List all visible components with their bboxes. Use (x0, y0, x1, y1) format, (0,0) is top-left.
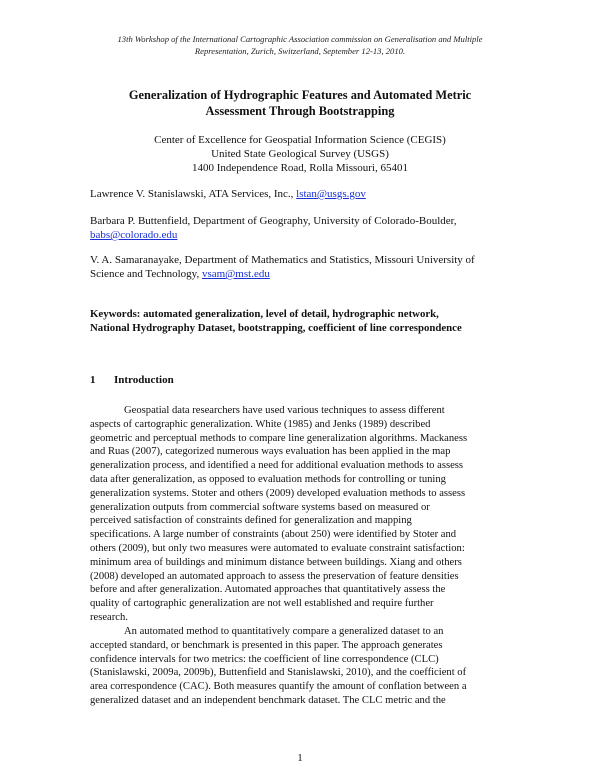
page-number: 1 (297, 752, 303, 764)
paragraph-1-line: others (2009), but only two measures were automated to evaluate constraint satisfaction: (90, 542, 465, 554)
paragraph-1-line: data after generalization, as opposed to evaluation methods for controlling or tuning (90, 473, 446, 485)
section-title: Introduction (114, 374, 174, 386)
paragraph-1-line: generalization process, and identified a need for additional evaluation methods to assess (90, 460, 464, 472)
paragraph-1-line: perceived satisfaction of constraints defined for generalization and mapping (90, 515, 412, 527)
author-2 (90, 214, 510, 242)
author-2-name: Barbara P. Buttenfield, Department of Geography, University of Colorado-Boulder, (90, 215, 457, 227)
paragraph-1-line: quality of cartographic generalization are not well established and require further (90, 598, 434, 610)
paragraph-2-line: accepted standard, or benchmark is presented in this paper. The approach generates (90, 639, 443, 651)
paragraph-1-line: generalization systems. Stoter and others (2009) developed evaluation methods to assess (90, 487, 466, 499)
paragraph-1-line: geometric and perceptual methods to compare line generalization algorithms. Mackaness (90, 432, 468, 444)
paper-title (70, 87, 530, 119)
affiliation-line-2: United State Geological Survey (USGS) (211, 148, 389, 160)
paragraph-1-line: minimum area of buildings and minimum distance between buildings. Xiang and others (90, 556, 462, 568)
affiliation-line-3: 1400 Independence Road, Rolla Missouri, 65401 (192, 162, 408, 174)
paragraph-1-line: specifications. A large number of constraints (about 250) were identified by Stoter and (90, 529, 457, 541)
section-number: 1 (90, 374, 96, 386)
author-3-name-line-1: V. A. Samaranayake, Department of Mathematics and Statistics, Missouri University of (90, 254, 475, 266)
paper-title-line-1: Generalization of Hydrographic Features and Automated Metric (128, 88, 472, 102)
author-1-name: Lawrence V. Stanislawski, ATA Services, Inc., (90, 188, 297, 200)
paragraph-2 (90, 625, 510, 708)
paragraph-1-line: before and after generalization. Automated approaches that quantitatively assess the (90, 584, 446, 596)
author-1 (90, 187, 510, 201)
author-3-email-link[interactable]: vsam@mst.edu (201, 268, 270, 280)
running-header (76, 33, 524, 57)
paragraph-1-line: aspects of cartographic generalization. White (1985) and Jenks (1989) described (90, 418, 431, 430)
keywords-line-2: National Hydrography Dataset, bootstrapping, coefficient of line correspondence (90, 322, 462, 334)
paragraph-1-line: (2008) developed an automated approach to assess the preservation of feature densities (90, 570, 459, 582)
paragraph-2-line: generalized dataset and an independent benchmark dataset. The CLC metric and the (90, 694, 446, 706)
running-header-line-2: Representation, Zurich, Switzerland, September 12-13, 2010. (194, 46, 406, 56)
paragraph-1-line: Geospatial data researchers have used various techniques to assess different (124, 405, 445, 416)
paper-title-line-2: Assessment Through Bootstrapping (205, 104, 395, 118)
author-3 (90, 253, 510, 281)
author-1-email-link[interactable]: lstan@usgs.gov (296, 188, 366, 200)
paragraph-2-line: area correspondence (CAC). Both measures quantify the amount of conflation between a (90, 681, 467, 693)
paragraph-1-line: generalization outputs from commercial software systems based on measured or (90, 501, 430, 513)
section-heading (90, 374, 174, 386)
running-header-line-1: 13th Workshop of the International Cartographic Association commission on Generalisation and Multiple (117, 34, 483, 44)
paragraph-1-line: research. (90, 611, 128, 623)
keywords-block (90, 307, 515, 335)
paragraph-2-line: (Stanislawski, 2009a, 2009b), Buttenfield and Stanislawski, 2010), and the coefficient of (90, 667, 467, 679)
keywords-line-1: Keywords: automated generalization, level of detail, hydrographic network, (90, 308, 439, 320)
paragraph-2-line: An automated method to quantitatively compare a generalized dataset to an (124, 626, 444, 637)
author-3-name-line-2: Science and Technology, (90, 268, 202, 280)
paragraph-1 (90, 404, 510, 625)
author-2-email-link[interactable]: babs@colorado.edu (90, 229, 178, 241)
affiliation-block (90, 133, 510, 175)
paragraph-2-line: confidence intervals for two metrics: the coefficient of line correspondence (CLC) (90, 653, 439, 665)
affiliation-line-1: Center of Excellence for Geospatial Information Science (CEGIS) (154, 134, 446, 146)
paragraph-1-line: and Ruas (2007), categorized numerous ways evaluation has been applied in the map (90, 446, 451, 458)
